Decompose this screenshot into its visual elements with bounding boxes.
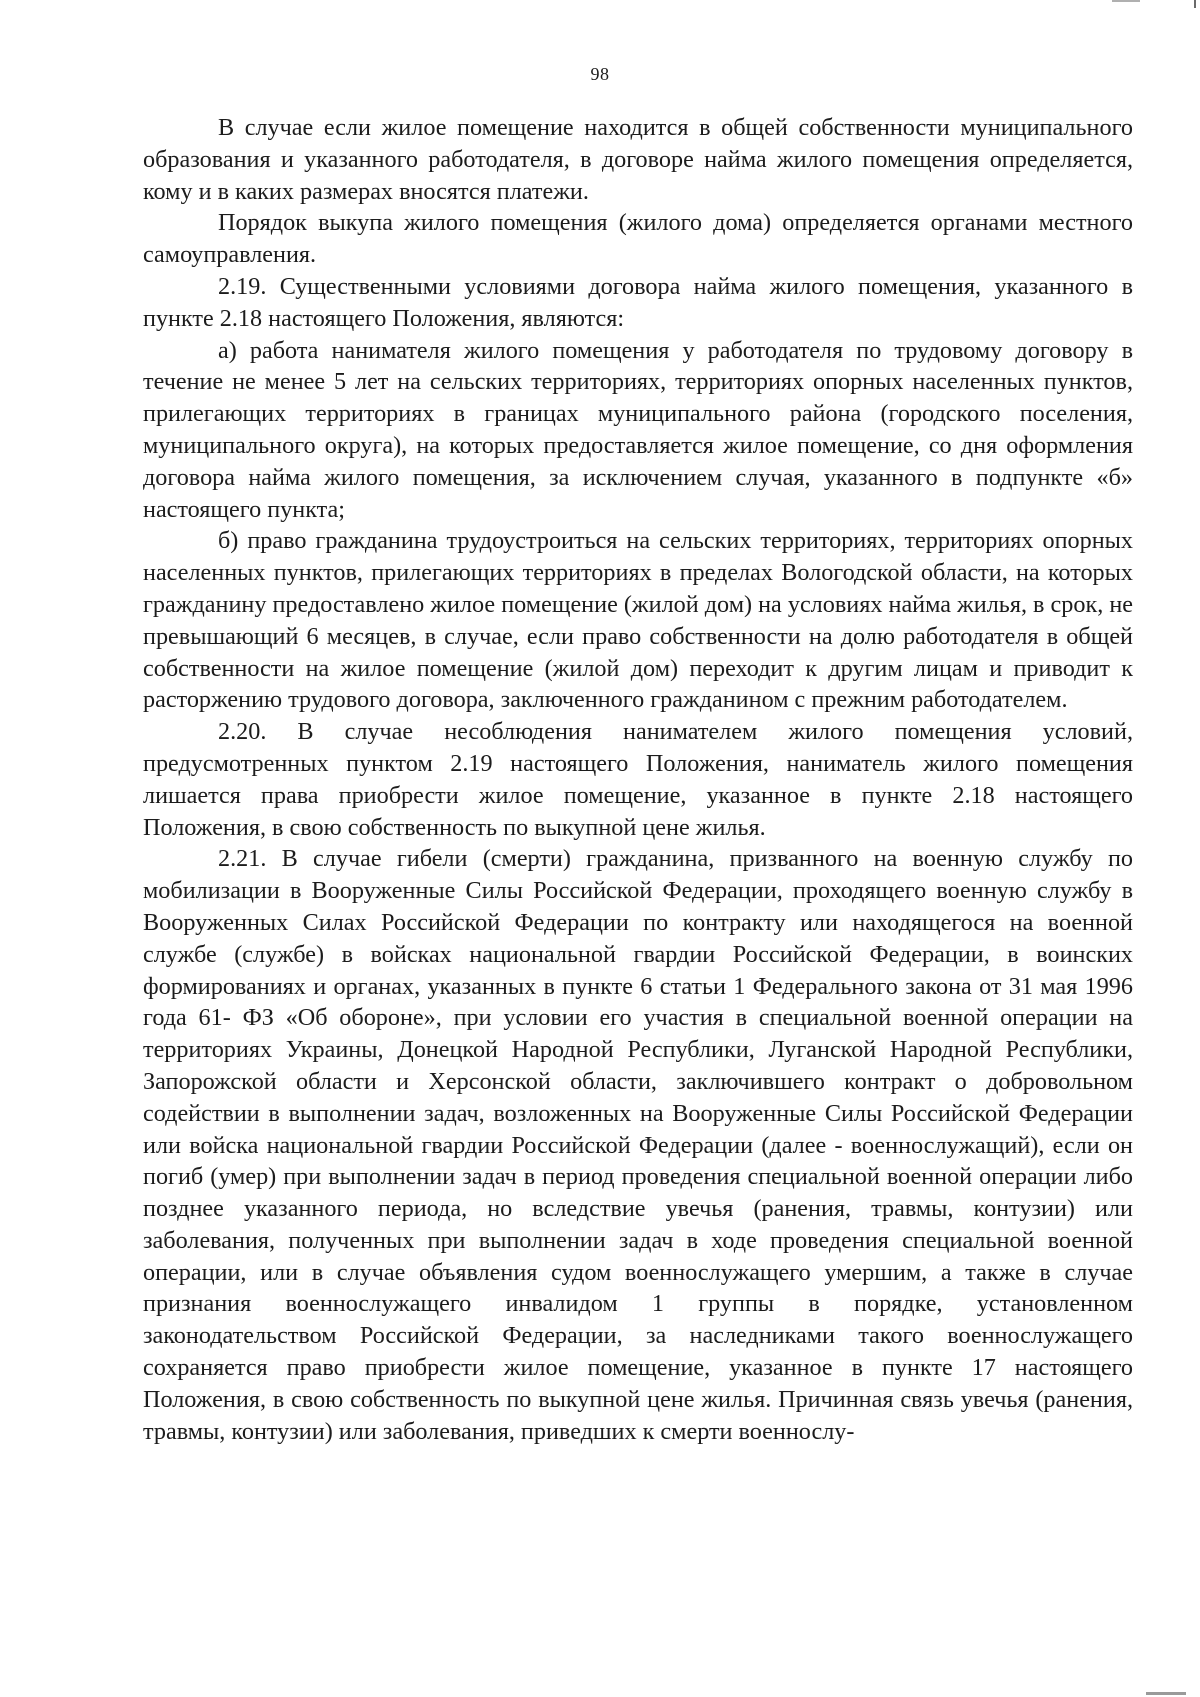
- paragraph: а) работа нанимателя жилого помещения у работодателя по трудовому договору в течение не менее 5 лет на сельских территориях, территориях опорных населенных пунктов, прилегающих территориях в границах муниципального района (городского поселения, муниципального округа), на которых предоставляется жилое помещение, со дня оформления договора найма жилого помещения, за исключением случая, указанного в подпункте «б» настоящего пункта;: [143, 336, 1133, 523]
- paragraph: б) право гражданина трудоустроиться на сельских территориях, территориях опорных населенных пунктов, прилегающих территориях в пределах Вологодской области, на которых гражданину предоставлено жилое помещение (жилой дом) на условиях найма жилья, в срок, не превышающий 6 месяцев, в случае, если право собственности на долю работодателя в общей собственности на жилое помещение (жилой дом) переходит к другим лицам и приводит к расторжению трудового договора, заключенного гражданином с прежним работодателем.: [143, 527, 1133, 714]
- paragraph: 2.19. Существенными условиями договора найма жилого помещения, указанного в пункте 2.18 настоящего Положения, являются:: [143, 272, 1133, 332]
- paragraph: В случае если жилое помещение находится в общей собственности муниципального образования и указанного работодателя, в договоре найма жилого помещения определяется, кому и в каких размерах вносятся платежи.: [143, 114, 1133, 205]
- document-body: [143, 112, 1133, 1447]
- paragraph: Порядок выкупа жилого помещения (жилого дома) определяется органами местного самоуправления.: [143, 209, 1133, 269]
- paragraph: 2.21. В случае гибели (смерти) гражданина, призванного на военную службу по мобилизации в Вооруженные Силы Российской Федерации, проходящего военную службу в Вооруженных Силах Российской Федерации по контракту или находящегося на военной службе (службе) в войсках национальной гвардии Российской Федерации, в воинских формированиях и органах, указанных в пункте 6 статьи 1 Федерального закона от 31 мая 1996 года 61- ФЗ «Об обороне», при условии его участия в специальной военной операции на территориях Украины, Донецкой Народной Республики, Луганской Народной Республики, Запорожской области и Херсонской области, заключившего контракт о добровольном содействии в выполнении задач, возложенных на Вооруженные Силы Российской Федерации или войска национальной гвардии Российской Федерации (далее - военнослужащий), если он погиб (умер) при выполнении задач в период проведения специальной военной операции либо позднее указанного периода, но вследствие увечья (ранения, травмы, контузии) или заболевания, полученных при выполнении задач в ходе проведения специальной военной операции, или в случае объявления судом военнослужащего умершим, а также в случае признания военнослужащего инвалидом 1 группы в порядке, установленном законодательством Российской Федерации, за наследниками такого военнослужащего сохраняется право приобрести жилое помещение, указанное в пункте 17 настоящего Положения, в свою собственность по выкупной цене жилья. Причинная связь увечья (ранения, травмы, контузии) или заболевания, приведших к смерти военнослу-: [143, 845, 1133, 1445]
- scan-edge-mark: [1146, 1692, 1186, 1695]
- scan-edge-mark: [1194, 0, 1196, 8]
- paragraph: 2.20. В случае несоблюдения нанимателем жилого помещения условий, предусмотренных пунктом 2.19 настоящего Положения, наниматель жилого помещения лишается права приобрести жилое помещение, указанное в пункте 2.18 настоящего Положения, в свою собственность по выкупной цене жилья.: [143, 718, 1133, 841]
- scan-edge-mark: [1112, 0, 1140, 2]
- page-number: 98: [590, 64, 610, 84]
